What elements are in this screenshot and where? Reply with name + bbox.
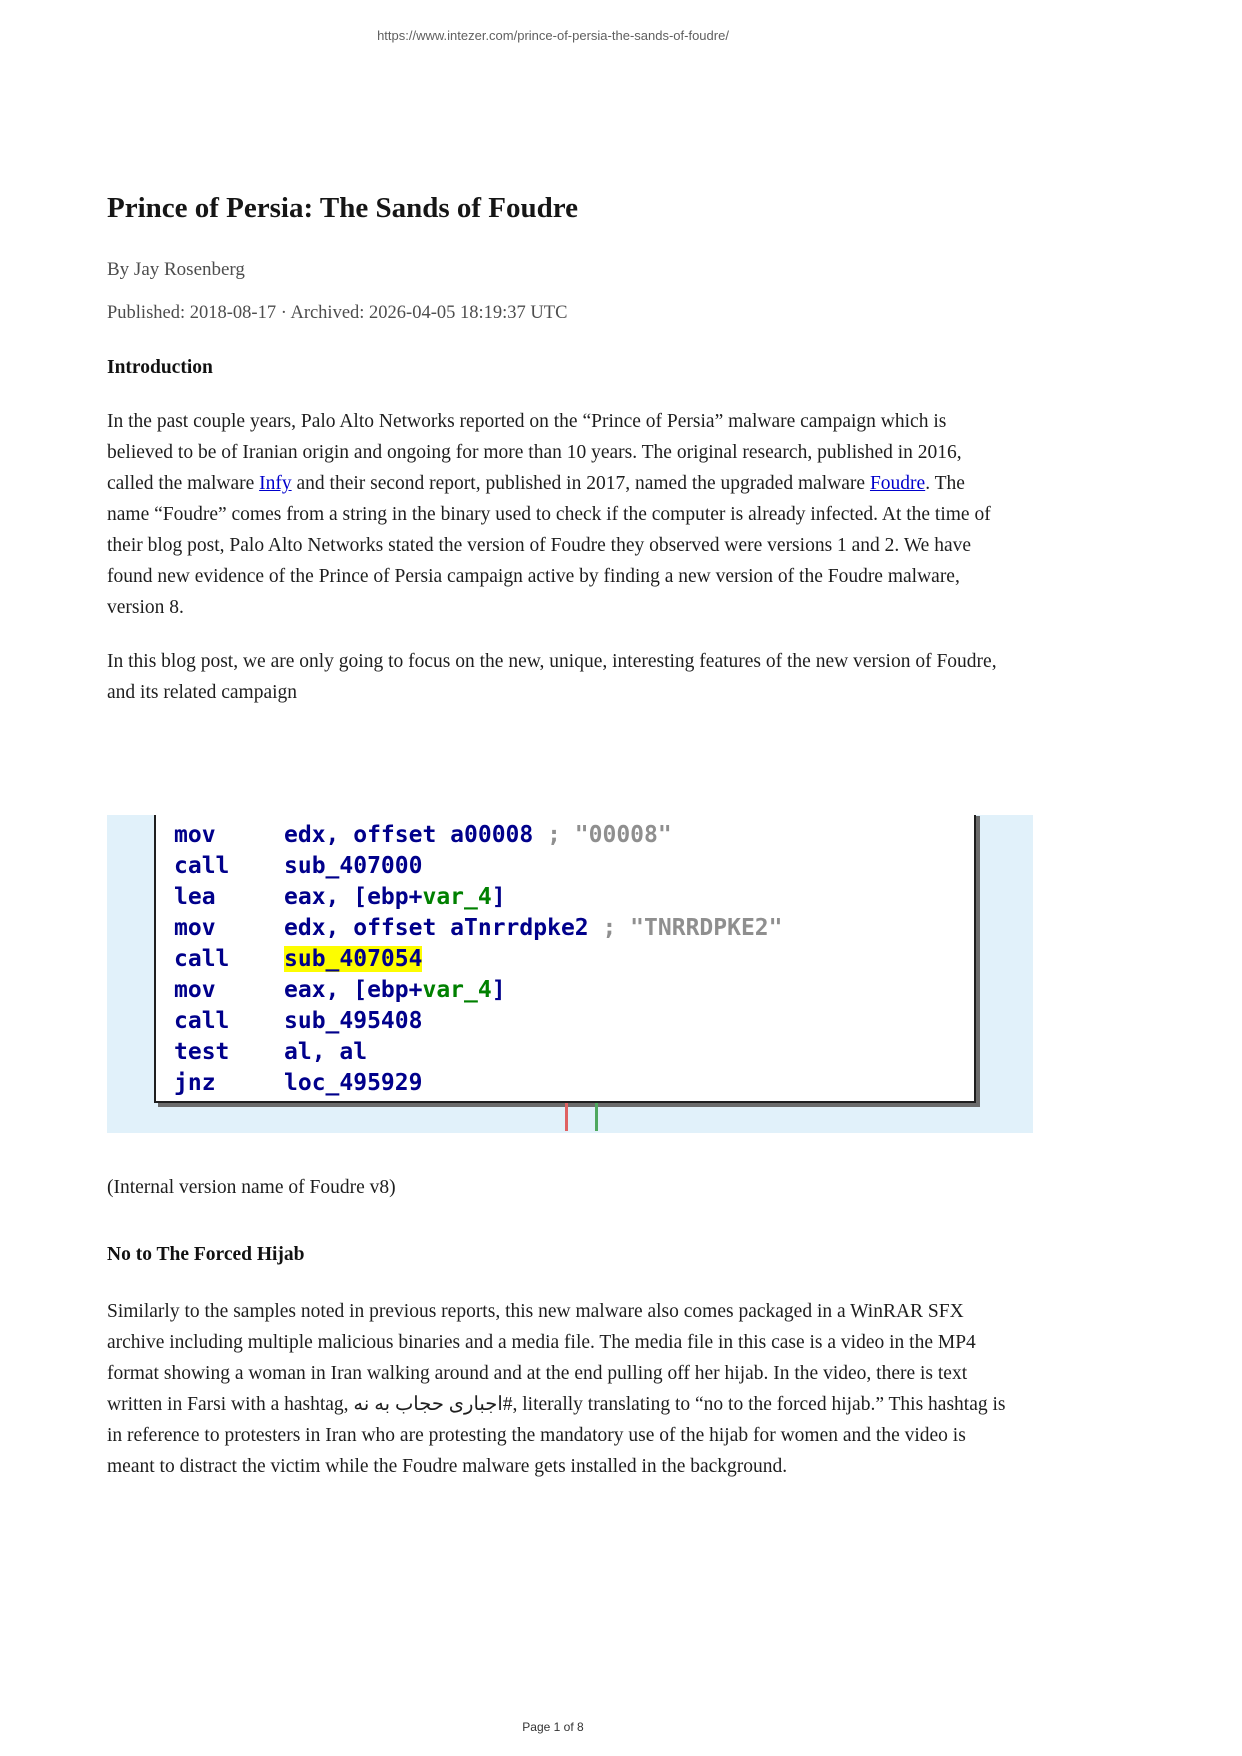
header-url: https://www.intezer.com/prince-of-persia-the-sands-of-foudre/ — [377, 28, 729, 43]
code-line: lea eax, [ebp+var_4] — [174, 884, 506, 910]
code-line: mov edx, offset aTnrrdpke2 ; "TNRRDPKE2" — [174, 915, 783, 941]
figure-caption: (Internal version name of Foudre v8) — [107, 1177, 396, 1198]
link-infy[interactable]: Infy — [259, 473, 292, 494]
footer-page-number: Page 1 of 8 — [522, 1720, 584, 1734]
code-line: jnz loc_495929 — [174, 1070, 423, 1096]
published-line: Published: 2018-08-17 · Archived: 2026-04-05 18:19:37 UTC — [107, 303, 568, 323]
jump-edge-red — [565, 1103, 568, 1131]
code-line: call sub_407000 — [174, 853, 423, 879]
link-foudre[interactable]: Foudre — [869, 473, 926, 494]
code-line: mov edx, offset a00008 ; "00008" — [174, 822, 672, 848]
code-line: call sub_407054 — [174, 946, 423, 972]
jump-edge-green — [595, 1103, 598, 1131]
intro-paragraph-2: In this blog post, we are only going to focus on the new, unique, interesting features of the new version of Foudre, and its related campaign — [107, 651, 997, 703]
code-line: test al, al — [174, 1039, 368, 1065]
intro-paragraph-1: In the past couple years, Palo Alto Networks reported on the “Prince of Persia” malware campaign which is believed to be of Iranian origin and ongoing for more than 10 years. The original research, published in 2016, called the malware Infy and their second report, published in 2017, named the upgraded malware Foudre. The name “Foudre” comes from a string in the binary used to check if the computer is already infected. At the time of their blog post, Palo Alto Networks stated the version of Foudre they observed were versions 1 and 2. We have found new evidence of the Prince of Persia campaign active by finding a new version of the Foudre malware, version 8. — [107, 411, 991, 618]
ida-basic-block — [154, 815, 976, 1103]
code-line: call sub_495408 — [174, 1008, 423, 1034]
article-title: Prince of Persia: The Sands of Foudre — [107, 192, 578, 224]
section-heading-hijab: No to The Forced Hijab — [107, 1244, 305, 1265]
hijab-paragraph: Similarly to the samples noted in previous reports, this new malware also comes packaged in a WinRAR SFX archive including multiple malicious binaries and a media file. The media file in this case is a video in the MP4 format showing a woman in Iran walking around and at the end pulling off her hijab. In the video, there is text written in Farsi with a hashtag, نه‎ به‎ حجاب‎ اجباری‎#, literally translating to “no to the forced hijab.” This hashtag is in reference to protesters in Iran who are protesting the mandatory use of the hijab for women and the video is meant to distract the victim while the Foudre malware gets installed in the background. — [107, 1301, 1006, 1477]
ida-disassembly-figure — [107, 815, 1033, 1133]
section-heading-introduction: Introduction — [107, 357, 213, 378]
byline: By Jay Rosenberg — [107, 259, 245, 280]
code-line: mov eax, [ebp+var_4] — [174, 977, 506, 1003]
